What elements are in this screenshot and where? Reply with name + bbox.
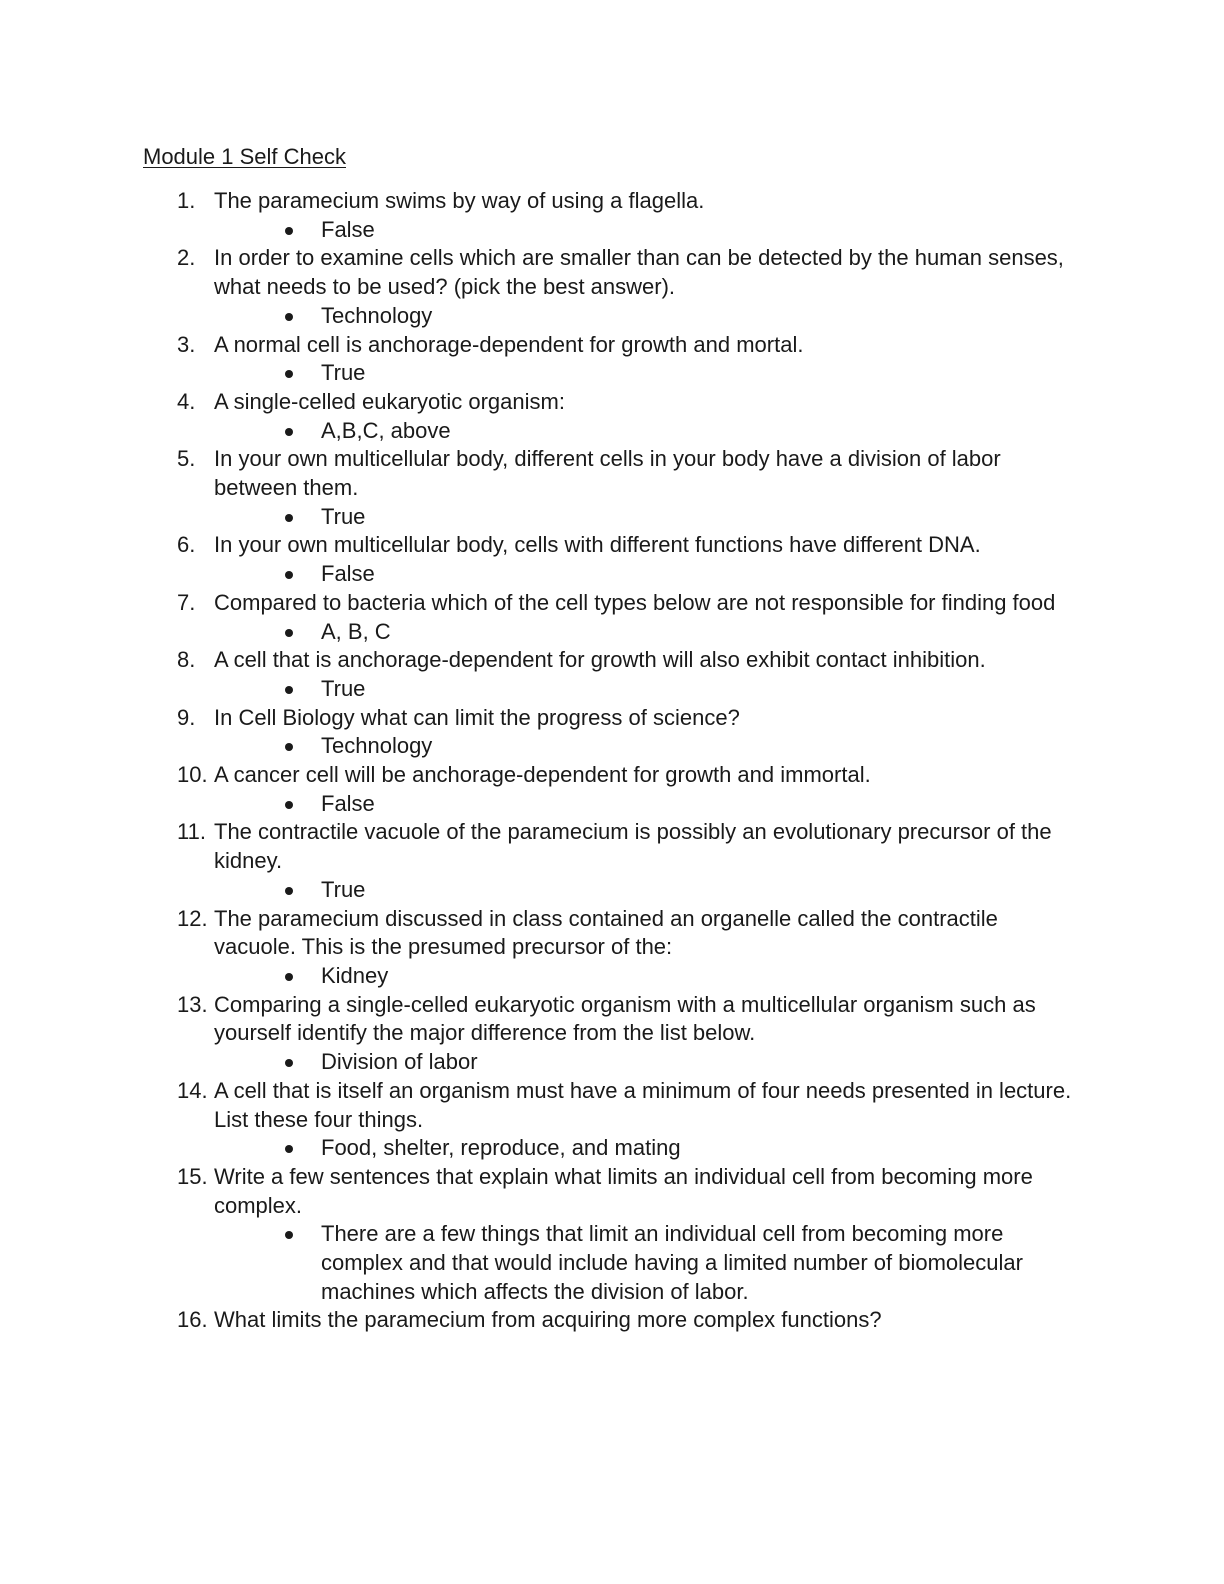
bullet-icon — [285, 571, 293, 579]
question-number: 15. — [177, 1163, 208, 1189]
bullet-icon — [285, 370, 293, 378]
bullet-icon — [285, 1059, 293, 1067]
question-text: A cell that is itself an organism must have a minimum of four needs presented in lecture. List these four things. — [214, 1077, 1072, 1132]
answer-text: True — [321, 675, 366, 701]
question-number: 6. — [177, 532, 196, 558]
bullet-icon — [285, 887, 293, 895]
answer-item — [0, 1048, 1066, 1077]
question-text: A cancer cell will be anchorage-dependent for growth and immortal. — [214, 762, 871, 788]
question-number: 11. — [177, 819, 206, 845]
answer-text: Technology — [321, 302, 433, 328]
question-text: Comparing a single-celled eukaryotic organism with a multicellular organism such as yourself identify the major difference from the list below. — [214, 991, 1036, 1046]
question-item — [0, 646, 1224, 703]
question-number: 7. — [177, 589, 196, 615]
answer-text: False — [321, 216, 375, 242]
question-item — [0, 704, 1224, 761]
question-item — [0, 905, 1224, 991]
bullet-icon — [285, 313, 293, 321]
bullet-icon — [285, 743, 293, 751]
answer-item — [0, 503, 1066, 532]
question-text: The paramecium discussed in class contained an organelle called the contractile vacuole. This is the presumed precursor of the: — [214, 905, 998, 960]
question-item — [0, 761, 1224, 818]
question-text: Compared to bacteria which of the cell types below are not responsible for finding food — [214, 589, 1056, 615]
bullet-icon — [285, 629, 293, 637]
answer-item — [0, 876, 1066, 905]
answer-text: True — [321, 503, 366, 529]
question-number: 12. — [177, 905, 208, 931]
answer-item — [0, 302, 1066, 331]
question-number: 1. — [177, 188, 196, 213]
question-number: 2. — [177, 245, 196, 271]
question-text: The paramecium swims by way of using a flagella. — [214, 188, 705, 213]
bullet-icon — [285, 514, 293, 522]
question-number: 9. — [177, 704, 196, 730]
bullet-icon — [285, 686, 293, 694]
answer-item — [0, 560, 1066, 589]
answer-item — [0, 618, 1066, 647]
answer-text: A, B, C — [321, 618, 391, 644]
answer-item — [0, 359, 1066, 388]
answer-text: True — [321, 360, 366, 386]
question-list — [0, 187, 1224, 1335]
question-item — [0, 818, 1224, 904]
answer-item — [0, 732, 1066, 761]
question-item — [0, 244, 1224, 330]
question-text: In your own multicellular body, cells with different functions have different DNA. — [214, 532, 981, 558]
question-text: A single-celled eukaryotic organism: — [214, 388, 565, 414]
answer-item — [0, 216, 1066, 245]
question-number: 5. — [177, 446, 196, 472]
question-item — [0, 388, 1224, 445]
answer-text: Food, shelter, reproduce, and mating — [321, 1135, 681, 1161]
answer-text: False — [321, 561, 375, 587]
question-text: The contractile vacuole of the paramecium is possibly an evolutionary precursor of the kidney. — [214, 819, 1052, 874]
question-text: What limits the paramecium from acquiring more complex functions? — [214, 1307, 882, 1333]
answer-item — [0, 1220, 1066, 1306]
answer-item — [0, 675, 1066, 704]
answer-text: False — [321, 790, 375, 816]
question-item — [0, 1163, 1224, 1307]
answer-text: Kidney — [321, 962, 389, 988]
question-item — [0, 1077, 1224, 1163]
question-text: Write a few sentences that explain what limits an individual cell from becoming more complex. — [214, 1163, 1033, 1218]
question-text: In order to examine cells which are smaller than can be detected by the human senses, what needs to be used? (pick the best answer). — [214, 245, 1064, 300]
answer-item — [0, 790, 1066, 819]
question-item — [0, 1306, 1224, 1335]
question-item — [0, 991, 1224, 1077]
question-number: 13. — [177, 991, 208, 1017]
question-item — [0, 331, 1224, 388]
answer-text: Technology — [321, 733, 433, 759]
bullet-icon — [285, 973, 293, 981]
answer-text: There are a few things that limit an individual cell from becoming more complex and that would include having a limited number of biomolecular machines which affects the division of labor. — [321, 1221, 1023, 1304]
page-title: Module 1 Self Check — [143, 144, 346, 169]
answer-item — [0, 962, 1066, 991]
question-text: In your own multicellular body, different cells in your body have a division of labor between them. — [214, 446, 1001, 501]
question-text: A cell that is anchorage-dependent for growth will also exhibit contact inhibition. — [214, 647, 986, 673]
bullet-icon — [285, 801, 293, 809]
bullet-icon — [285, 227, 293, 235]
question-number: 4. — [177, 388, 196, 414]
answer-item — [0, 1134, 1066, 1163]
bullet-icon — [285, 1145, 293, 1153]
answer-item — [0, 417, 1066, 446]
question-number: 16. — [177, 1307, 208, 1333]
answer-text: Division of labor — [321, 1049, 478, 1075]
question-item — [0, 589, 1224, 646]
question-item — [0, 531, 1224, 588]
question-number: 10. — [177, 762, 208, 788]
question-number: 3. — [177, 331, 196, 357]
question-text: A normal cell is anchorage-dependent for growth and mortal. — [214, 331, 804, 357]
question-number: 14. — [177, 1077, 208, 1103]
bullet-icon — [285, 1231, 293, 1239]
bullet-icon — [285, 428, 293, 436]
question-number: 8. — [177, 647, 196, 673]
question-text: In Cell Biology what can limit the progress of science? — [214, 704, 740, 730]
question-item — [0, 445, 1224, 531]
question-item — [0, 187, 1224, 244]
answer-text: A,B,C, above — [321, 417, 451, 443]
answer-text: True — [321, 876, 366, 902]
